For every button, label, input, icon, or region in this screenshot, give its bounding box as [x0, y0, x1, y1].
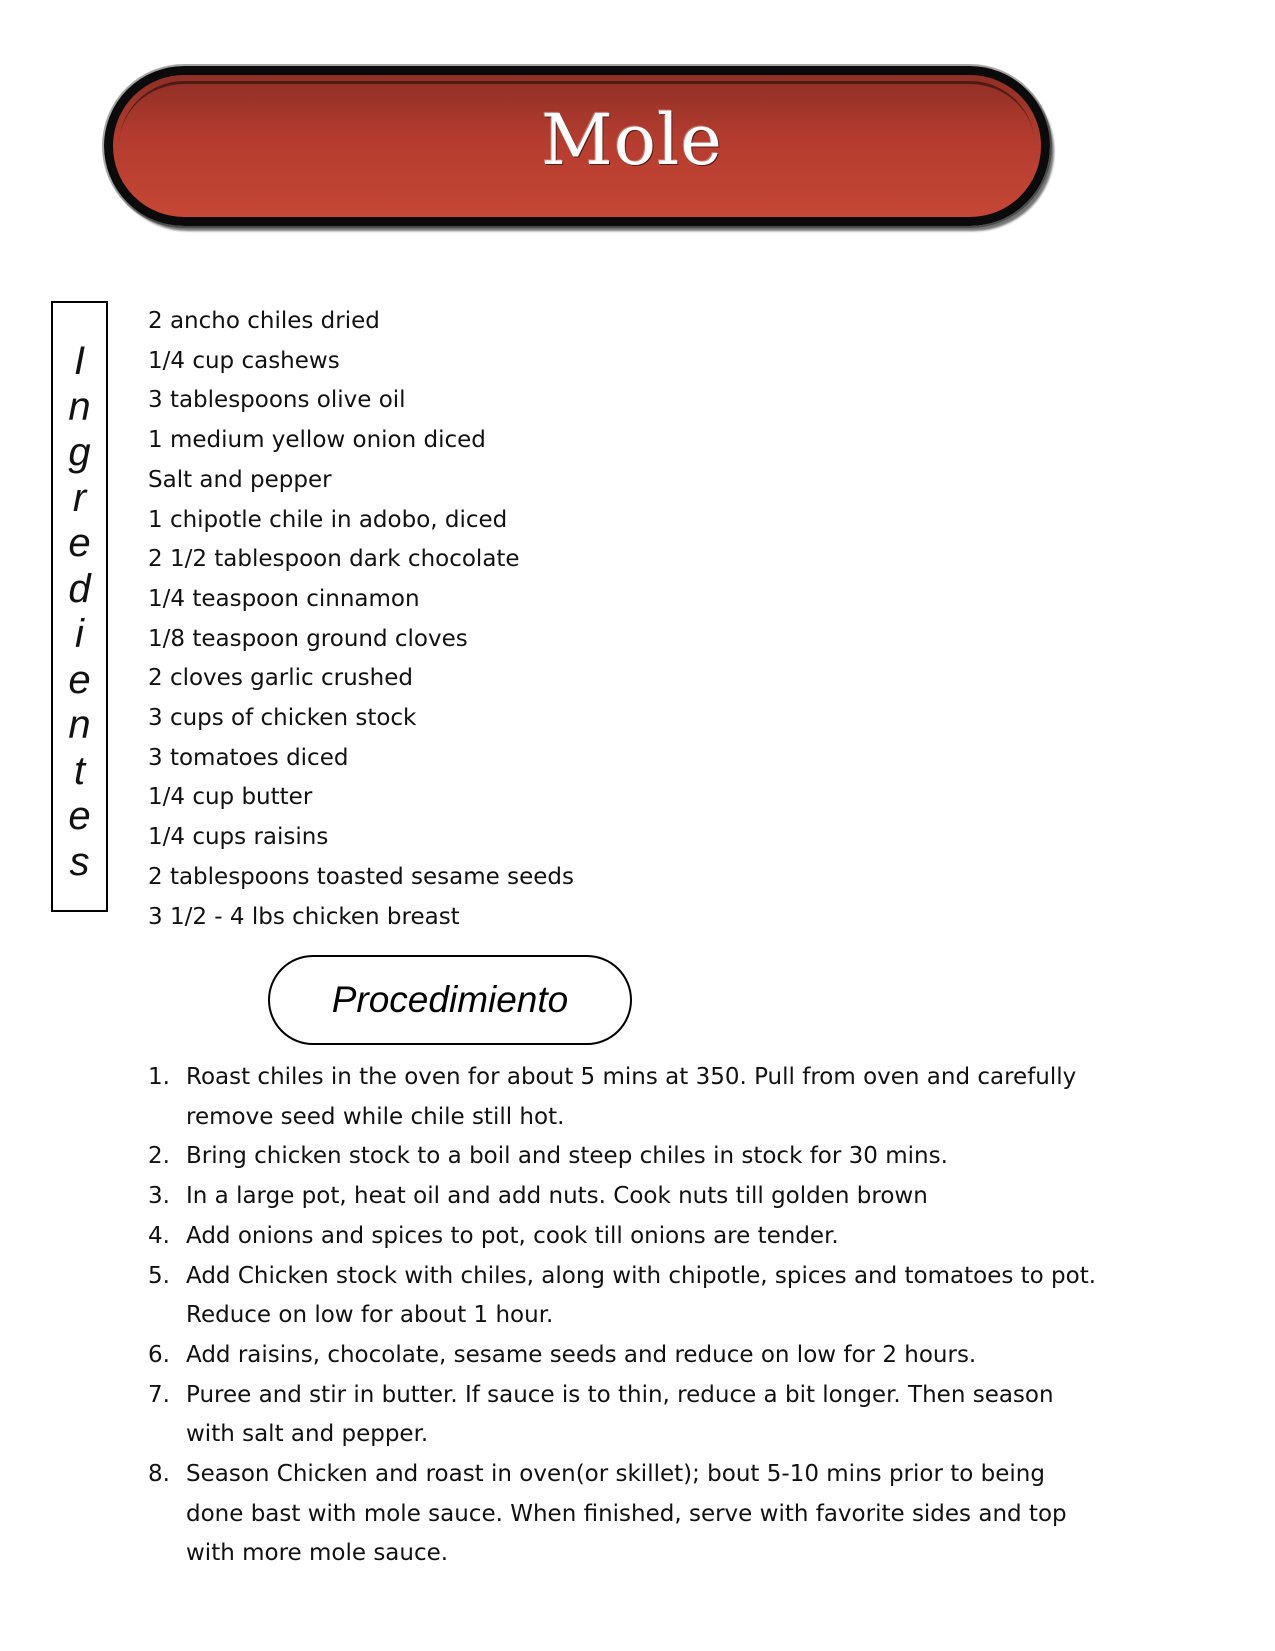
ingredient-item: 2 ancho chiles dried — [148, 308, 380, 334]
step-text: Add raisins, chocolate, sesame seeds and reduce on low for 2 hours. — [186, 1341, 977, 1368]
ingredient-item: 1 medium yellow onion diced — [148, 427, 486, 454]
ingredient-item: 1 chipotle chile in adobo, diced — [148, 506, 508, 533]
step-text: In a large pot, heat oil and add nuts. Cook nuts till golden brown — [186, 1183, 928, 1210]
step-text: Roast chiles in the oven for about 5 mins at 350. Pull from oven and carefully remove seed while chile still hot. — [186, 1064, 1077, 1130]
step-number: 5. — [148, 1262, 170, 1289]
ingredient-item: 1/8 teaspoon ground cloves — [148, 625, 468, 652]
procedure-steps — [148, 1058, 1108, 1574]
step-text: Bring chicken stock to a boil and steep chiles in stock for 30 mins. — [186, 1143, 948, 1170]
ingredient-item: 3 tablespoons olive oil — [148, 387, 406, 414]
procedure-step — [148, 1336, 1108, 1376]
step-text: Add onions and spices to pot, cook till onions are tender. — [186, 1222, 839, 1249]
ingredient-item: Salt and pepper — [148, 466, 332, 493]
step-number: 2. — [148, 1143, 170, 1170]
ingredient-item: 1/4 cup butter — [148, 784, 313, 811]
ingredients-list — [148, 302, 574, 937]
step-number: 8. — [148, 1461, 170, 1488]
step-text: Add Chicken stock with chiles, along with chipotle, spices and tomatoes to pot. Reduce on low for about 1 hour. — [186, 1262, 1097, 1329]
step-number: 1. — [148, 1064, 170, 1090]
step-number: 4. — [148, 1222, 170, 1249]
ingredients-label-box — [51, 301, 108, 912]
ingredient-item: 1/4 cup cashews — [148, 347, 340, 374]
step-number: 7. — [148, 1381, 170, 1408]
step-number: 3. — [148, 1183, 170, 1210]
recipe-title: Mole — [541, 99, 723, 181]
step-text: Season Chicken and roast in oven(or skillet); bout 5-10 mins prior to being done bast with mole sauce. When finished, serve with favorite sides and top with more mole sauce. — [186, 1461, 1067, 1567]
ingredient-item: 3 1/2 - 4 lbs chicken breast — [148, 903, 460, 930]
procedure-step — [148, 1217, 1108, 1257]
step-number: 6. — [148, 1341, 170, 1368]
procedure-step — [148, 1137, 1108, 1177]
ingredient-item: 1/4 cups raisins — [148, 824, 329, 851]
ingredient-item: 3 tomatoes diced — [148, 744, 349, 771]
ingredient-item: 3 cups of chicken stock — [148, 705, 417, 732]
procedure-heading-box — [268, 955, 632, 1045]
ingredient-item: 2 1/2 tablespoon dark chocolate — [148, 546, 520, 573]
ingredient-item: 2 tablespoons toasted sesame seeds — [148, 863, 574, 890]
step-text: Puree and stir in butter. If sauce is to thin, reduce a bit longer. Then season with salt and pepper. — [186, 1381, 1054, 1448]
procedure-step — [148, 1257, 1108, 1336]
procedure-heading: Procedimiento — [331, 979, 569, 1020]
procedure-step — [148, 1058, 1108, 1137]
ingredient-item: 2 cloves garlic crushed — [148, 665, 413, 692]
procedure-step — [148, 1455, 1108, 1574]
procedure-step — [148, 1376, 1108, 1455]
ingredients-label: Ingredientes — [68, 339, 91, 884]
title-banner — [96, 52, 1058, 240]
ingredient-item: 1/4 teaspoon cinnamon — [148, 585, 420, 612]
procedure-step — [148, 1177, 1108, 1217]
